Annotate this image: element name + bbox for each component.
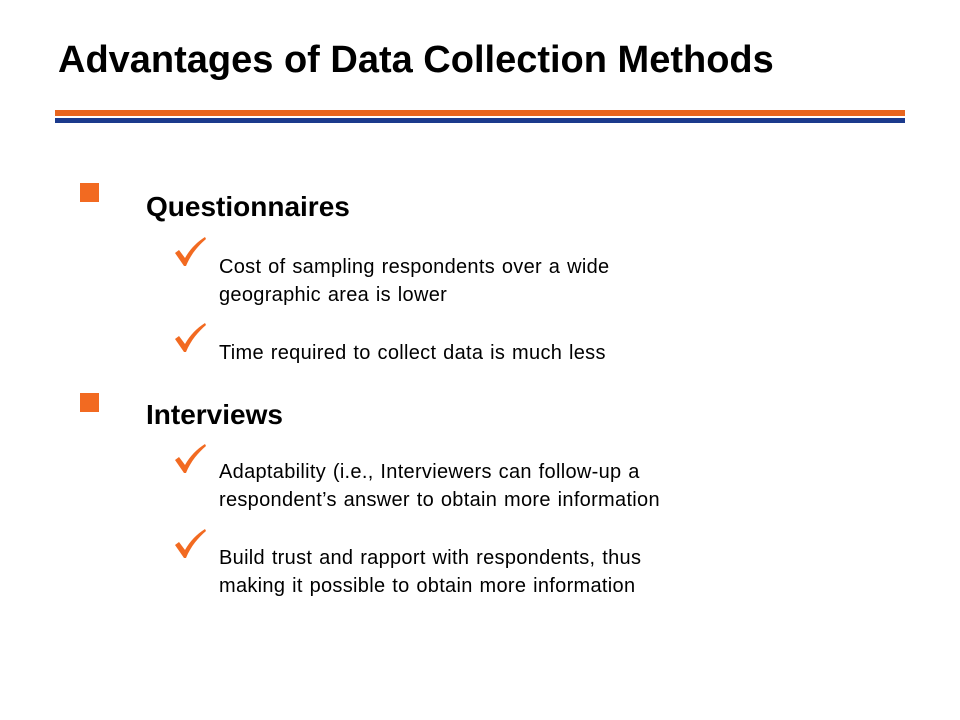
square-bullet-icon [80, 393, 99, 412]
square-bullet-icon [80, 183, 99, 202]
point-line: Cost of sampling respondents over a wide [219, 256, 610, 278]
point-line: respondent’s answer to obtain more information [219, 489, 660, 511]
section-heading-questionnaires: Questionnaires [146, 191, 350, 222]
point-line: making it possible to obtain more information [219, 575, 636, 597]
point-interviews-adaptability [219, 458, 859, 514]
slide-title: Advantages of Data Collection Methods [58, 39, 774, 81]
point-interviews-trust [219, 544, 859, 600]
point-line: Adaptability (i.e., Interviewers can follow-up a [219, 461, 640, 483]
checkmark-icon [172, 528, 208, 560]
point-questionnaires-time [219, 339, 859, 367]
point-line: Build trust and rapport with respondents, thus [219, 547, 642, 569]
checkmark-icon [172, 443, 208, 475]
section-heading-interviews: Interviews [146, 399, 283, 430]
checkmark-icon [172, 322, 208, 354]
point-line: geographic area is lower [219, 284, 448, 306]
point-line: Time required to collect data is much less [219, 342, 606, 364]
title-underline-blue [55, 118, 905, 123]
point-questionnaires-cost [219, 253, 859, 309]
checkmark-icon [172, 236, 208, 268]
